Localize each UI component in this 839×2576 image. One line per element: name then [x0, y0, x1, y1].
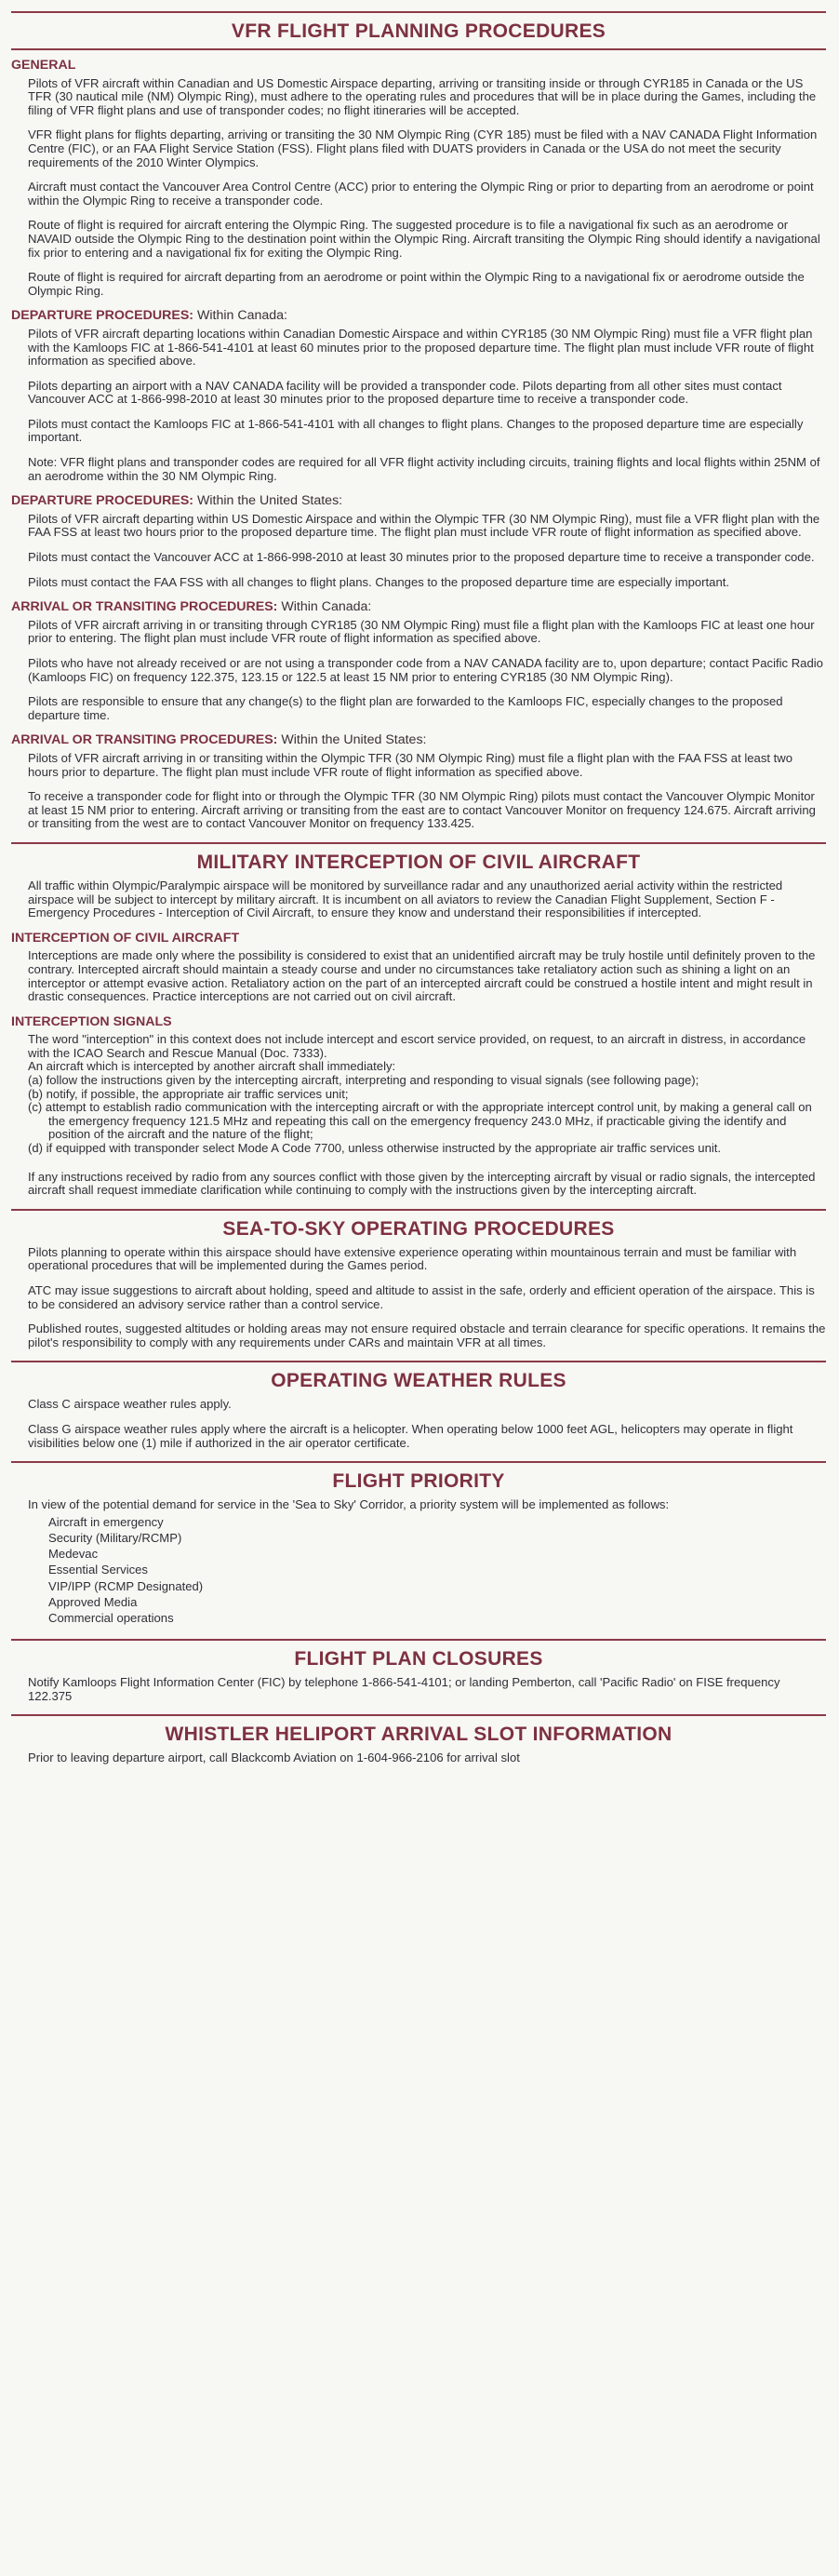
interception-heading: INTERCEPTION OF CIVIL AIRCRAFT [11, 930, 240, 946]
general-para-2: VFR flight plans for flights departing, arriving or transiting the 30 NM Olympic Ring (CYR 185) must be filed with a NAV CANADA Flight Information Centre (FIC), or an FAA Flight Service Station (FSS). Flight plans filed with DUATS providers in Canada or the USA do not meet the security requirements of the 2010 Winter Olympics. [28, 127, 818, 169]
interception-para: Interceptions are made only where the possibility is considered to exist that an unidentified aircraft may be truly hostile until definitely proven to the contrary. Intercepted aircraft should maintain a steady course and under no circumstances take retaliatory action such as shining a light on an interceptor or attempt evasive action. Retaliatory action on the part of an intercepted aircraft could be construed a hostile intent and might result in drastic consequences. Practice interceptions are not carried out on civil aircraft. [28, 948, 816, 1004]
arrival-us-para-1: Pilots of VFR aircraft arriving in or transiting within the Olympic TFR (30 NM Olympic Ring) must file a flight plan with the FAA FSS at least two hours prior to departure. The flight plan must include VFR route of flight information as specified above. [28, 750, 793, 779]
closures-para: Notify Kamloops Flight Information Center (FIC) by telephone 1-866-541-4101; or landing Pemberton, call 'Pacific Radio' on FISE frequency 122.375 [28, 1675, 780, 1703]
departure-canada-heading-bold: DEPARTURE PROCEDURES: [11, 308, 194, 324]
departure-canada-para-1: Pilots of VFR aircraft departing locations within Canadian Domestic Airspace and within CYR185 (30 NM Olympic Ring) must file a VFR flight plan with the Kamloops FIC at 1-866-541-4101 at least 60 minutes prior to the proposed departure time. The flight plan must include VFR route of flight information as specified above. [28, 326, 814, 369]
arrival-canada-para-2: Pilots who have not already received or are not using a transponder code from a NAV CANADA facility are to, upon departure; contact Pacific Radio (Kamloops FIC) on frequency 122.375, 123.15 or 122.5 at least 15 NM prior to entering CYR185 (30 NM Olympic Ring). [28, 656, 823, 684]
departure-canada-heading [11, 309, 826, 323]
closures-title: FLIGHT PLAN CLOSURES [294, 1648, 543, 1670]
signals-item-d: (d) if equipped with transponder select Mode A Code 7700, unless otherwise instructed by the appropriate air traffic services unit. [28, 1141, 722, 1156]
weather-para-2: Class G airspace weather rules apply where the aircraft is a helicopter. When operating below 1000 feet AGL, helicopters may operate in flight visibilities below one (1) mile if authorized in the air operator certificate. [28, 1421, 793, 1450]
arrival-canada-para-3: Pilots are responsible to ensure that any change(s) to the flight plan are forwarded to the Kamloops FIC, especially changes to the proposed departure time. [28, 694, 783, 722]
seatosky-para-2: ATC may issue suggestions to aircraft about holding, speed and altitude to assist in the safe, orderly and efficient operation of the airspace. This is to be considered an advisory service rather than a control service. [28, 1283, 815, 1311]
general-para-3: Aircraft must contact the Vancouver Area Control Centre (ACC) prior to entering the Olympic Ring or prior to departing from an aerodrome or point within the Olympic Ring to receive a transponder code. [28, 180, 814, 208]
priority-title: FLIGHT PRIORITY [332, 1470, 505, 1493]
general-para-4: Route of flight is required for aircraft entering the Olympic Ring. The suggested procedure is to file a navigational fix such as an aerodrome or NAVAID outside the Olympic Ring to the destination point within the Olympic Ring. Aircraft transiting the Olympic Ring should identify a navigational fix prior to entering and a navigational fix for exiting the Olympic Ring. [28, 218, 820, 260]
arrival-canada-para-1: Pilots of VFR aircraft arriving in or transiting through CYR185 (30 NM Olympic Ring) must file a flight plan with the Kamloops FIC at least one hour prior to entering. The flight plan must include VFR route of flight information as specified above. [28, 617, 815, 646]
arrival-us-heading-rest: Within the United States: [281, 732, 427, 748]
general-heading: GENERAL [11, 58, 76, 73]
arrival-us-heading [11, 733, 826, 747]
signals-item-c: (c) attempt to establish radio communication with the intercepting aircraft or with the appropriate intercept control unit, by making a general call on the emergency frequency 121.5 MHz and repeating this call on the emergency frequency 243.0 MHz, if practicable giving the identify and position of the aircraft and the nature of the flight; [28, 1100, 812, 1142]
arrival-us-para-2: To receive a transponder code for flight into or through the Olympic TFR (30 NM Olympic Ring) pilots must contact the Vancouver Olympic Monitor at least 15 NM prior to entering. Aircraft arriving or transiting from the east are to contact Vancouver Monitor on frequency 124.675. Aircraft arriving or transiting from the west are to contact Vancouver Monitor on frequency 133.425. [28, 789, 816, 831]
signals-list [28, 1074, 826, 1156]
priority-item: VIP/IPP (RCMP Designated) [48, 1578, 204, 1593]
priority-item: Commercial operations [48, 1610, 174, 1625]
section-divider [11, 48, 826, 50]
military-title: MILITARY INTERCEPTION OF CIVIL AIRCRAFT [196, 851, 641, 873]
section-divider [11, 11, 826, 13]
arrival-canada-heading-rest: Within Canada: [281, 599, 372, 615]
weather-title: OPERATING WEATHER RULES [271, 1370, 566, 1392]
priority-item: Approved Media [48, 1594, 138, 1609]
signals-closing: If any instructions received by radio from any sources conflict with those given by the intercepting aircraft by visual or radio signals, the intercepted aircraft shall request immediate clarification while continuing to comply with the instructions given by the intercepting aircraft. [28, 1169, 816, 1198]
priority-item: Medevac [48, 1547, 99, 1562]
signals-item-a: (a) follow the instructions given by the intercepting aircraft, interpreting and responding to visual signals (see following page); [28, 1073, 699, 1088]
section-divider [11, 1714, 826, 1716]
signals-para: The word "interception" in this context does not include intercept and escort service provided, on request, to an aircraft in distress, in accordance with the ICAO Search and Rescue Manual (Doc. 7333). [28, 1032, 806, 1060]
section-divider [11, 1639, 826, 1641]
vfr-title: VFR FLIGHT PLANNING PROCEDURES [231, 20, 606, 42]
priority-item: Essential Services [48, 1563, 148, 1577]
priority-item: Security (Military/RCMP) [48, 1530, 182, 1545]
priority-intro: In view of the potential demand for service in the 'Sea to Sky' Corridor, a priority system will be implemented as follows: [28, 1497, 670, 1512]
signals-heading: INTERCEPTION SIGNALS [11, 1013, 172, 1029]
departure-us-para-1: Pilots of VFR aircraft departing within US Domestic Airspace and within the Olympic TFR (30 NM Olympic Ring), must file a VFR flight plan with the FAA FSS at least two hours prior to the proposed departure time. The flight plan must include VFR route of flight information as specified above. [28, 511, 820, 540]
departure-us-para-2: Pilots must contact the Vancouver ACC at 1-866-998-2010 at least 30 minutes prior to the proposed departure time to receive a transponder code. [28, 550, 815, 565]
departure-canada-para-4: Note: VFR flight plans and transponder codes are required for all VFR flight activity including circuits, training flights and local flights within 25NM of an aerodrome within the 30 NM Olympic Ring. [28, 455, 820, 483]
general-para-5: Route of flight is required for aircraft departing from an aerodrome or point within the Olympic Ring to a navigational fix or aerodrome outside the Olympic Ring. [28, 270, 805, 298]
departure-canada-para-2: Pilots departing an airport with a NAV CANADA facility will be provided a transponder code. Pilots departing from all other sites must contact Vancouver ACC at 1-866-998-2010 at least 30 minutes prior to the proposed departure time to receive a transponder code. [28, 378, 782, 407]
arrival-canada-heading [11, 600, 826, 614]
signals-item-b: (b) notify, if possible, the appropriate air traffic services unit; [28, 1086, 349, 1101]
section-divider [11, 1361, 826, 1362]
general-para-1: Pilots of VFR aircraft within Canadian and US Domestic Airspace departing, arriving or transiting inside or through CYR185 in Canada or the US TFR (30 nautical mile (NM) Olympic Ring), must adhere to the operating rules and procedures that will be in place during the Games, including the filing of VFR flight plans and use of transponder codes; no flight itineraries will be accepted. [28, 75, 817, 117]
departure-us-heading [11, 494, 826, 508]
seatosky-title: SEA-TO-SKY OPERATING PROCEDURES [222, 1217, 615, 1240]
arrival-us-heading-bold: ARRIVAL OR TRANSITING PROCEDURES: [11, 732, 278, 748]
section-divider [11, 1209, 826, 1211]
departure-us-heading-rest: Within the United States: [196, 493, 343, 509]
heliport-para: Prior to leaving departure airport, call Blackcomb Aviation on 1-604-966-2106 for arrival slot [28, 1751, 520, 1765]
priority-item: Aircraft in emergency [48, 1514, 164, 1529]
seatosky-para-1: Pilots planning to operate within this airspace should have extensive experience operating within mountainous terrain and must be familiar with operational procedures that will be implemented during the Games period. [28, 1244, 797, 1273]
weather-para-1: Class C airspace weather rules apply. [28, 1397, 232, 1412]
departure-us-para-3: Pilots must contact the FAA FSS with all changes to flight plans. Changes to the proposed departure time are especially important. [28, 574, 730, 589]
priority-list [48, 1514, 826, 1626]
arrival-canada-heading-bold: ARRIVAL OR TRANSITING PROCEDURES: [11, 599, 278, 615]
heliport-title: WHISTLER HELIPORT ARRIVAL SLOT INFORMATION [165, 1724, 673, 1746]
section-divider [11, 1461, 826, 1463]
departure-us-heading-bold: DEPARTURE PROCEDURES: [11, 493, 194, 509]
departure-canada-para-3: Pilots must contact the Kamloops FIC at 1-866-541-4101 with all changes to flight plans. Changes to the proposed departure time are especially important. [28, 416, 804, 445]
signals-lead: An aircraft which is intercepted by another aircraft shall immediately: [28, 1059, 396, 1074]
section-divider [11, 842, 826, 844]
seatosky-para-3: Published routes, suggested altitudes or holding areas may not ensure required obstacle and terrain clearance for specific operations. It remains the pilot's responsibility to comply with any requirements under CARs and maintain VFR at all times. [28, 1322, 826, 1349]
document-page [0, 11, 839, 2576]
departure-canada-heading-rest: Within Canada: [196, 308, 287, 324]
military-intro: All traffic within Olympic/Paralympic airspace will be monitored by surveillance radar and any unauthorized aerial activity within the restricted airspace will be subject to intercept by military aircraft. It is incumbent on all aviators to review the Canadian Flight Supplement, Section F - Emergency Procedures - Interception of Civil Aircraft, to ensure they know and understand their responsibilities if intercepted. [28, 878, 783, 920]
